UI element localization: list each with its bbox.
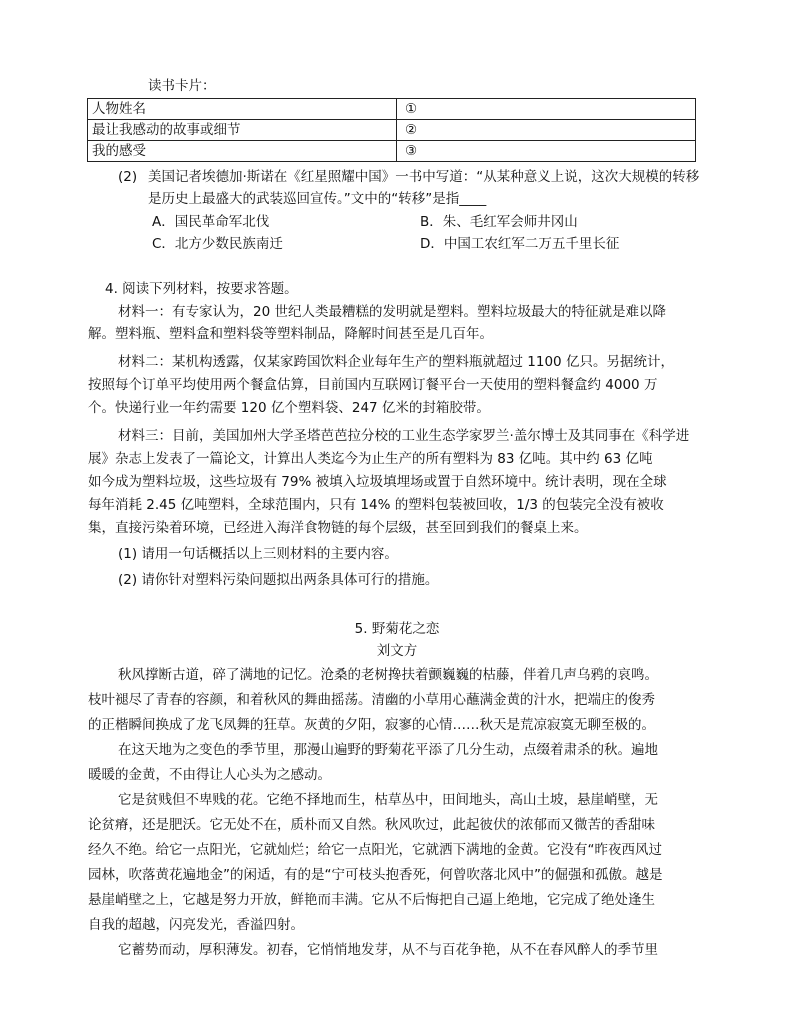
option-a: A．国民革命军北伐 (152, 214, 270, 230)
table-cell-field: 最让我感动的故事或细节 (88, 120, 397, 141)
paragraph-line: 园林，吹落黄花遍地金”的闲适，有的是“宁可枝头抱香死，何曾吹落北风中”的倔强和孤傲。越是 (88, 867, 663, 883)
paragraph-line: 在这天地为之变色的季节里，那漫山遍野的野菊花平添了几分生动，点缀着肃杀的秋。遍地 (118, 742, 658, 758)
table-row (88, 120, 696, 141)
paragraph-line: 秋风撑断古道，碎了满地的记忆。沧桑的老树搀扶着颤巍巍的枯藤，伴着几声乌鸦的哀鸣。 (118, 667, 658, 683)
reading-card-label: 读书卡片： (148, 78, 216, 94)
paragraph-line: 它蓄势而动，厚积薄发。初春，它悄悄地发芽，从不与百花争艳，从不在春风醉人的季节里 (118, 942, 658, 958)
paragraph-line: 暖暖的金黄，不由得让人心头为之感动。 (88, 767, 331, 783)
option-b: B．朱、毛红军会师井冈山 (420, 214, 578, 230)
material-line: 材料一：有专家认为，20 世纪人类最糟糕的发明就是塑料。塑料垃圾最大的特征就是难以降 (118, 304, 666, 320)
table-row (88, 141, 696, 162)
paragraph-line: 枝叶褪尽了青春的容颜，和着秋风的舞曲摇荡。清幽的小草用心蘸满金黄的汁水，把端庄的俊秀 (88, 692, 655, 708)
table-cell-field: 人物姓名 (88, 99, 397, 120)
table-cell-value: ③ (397, 141, 696, 162)
material-line: 材料三：目前，美国加州大学圣塔芭芭拉分校的工业生态学家罗兰·盖尔博士及其同事在《科学进 (118, 428, 690, 444)
material-line: 展》杂志上发表了一篇论文，计算出人类迄今为止生产的所有塑料为 83 亿吨。其中约 63 亿吨 (88, 451, 653, 467)
table-cell-value: ② (397, 120, 696, 141)
paragraph-line: 的正楷瞬间换成了龙飞凤舞的狂草。灰黄的夕阳，寂寥的心情……秋天是荒凉寂寞无聊至极的。 (88, 717, 655, 733)
material-line: 集，直接污染着环境，已经进入海洋食物链的每个层级，甚至回到我们的餐桌上来。 (88, 520, 588, 536)
question-number: (2) (118, 169, 138, 185)
paragraph-line: 悬崖峭壁之上，它越是努力开放，鲜艳而丰满。它从不后悔把自己逼上绝地，它完成了绝处逢生 (88, 892, 655, 908)
paragraph-line: 它是贫贱但不卑贱的花。它绝不择地而生，枯草丛中，田间地头，高山土坡，悬崖峭壁，无 (118, 792, 658, 808)
paragraph-line: 论贫瘠，还是肥沃。它无处不在，质朴而又自然。秋风吹过，此起彼伏的浓郁而又微苦的香甜味 (88, 817, 655, 833)
reading-card-table (87, 98, 696, 162)
material-line: 解。塑料瓶、塑料盒和塑料袋等塑料制品，降解时间甚至是几百年。 (88, 326, 493, 342)
table-cell-value: ① (397, 99, 696, 120)
article-author: 刘文方 (376, 643, 418, 659)
question-text-line: 美国记者埃德加·斯诺在《红星照耀中国》一书中写道：“从某种意义上说，这次大规模的转移 (148, 169, 700, 185)
table-row (88, 99, 696, 120)
article-title: 5. 野菊花之恋 (354, 621, 440, 637)
option-c: C．北方少数民族南迁 (152, 236, 283, 252)
paragraph-line: 自我的超越，闪亮发光，香溢四射。 (88, 917, 304, 933)
material-line: 如今成为塑料垃圾，这些垃圾有 79% 被填入垃圾填埋场或置于自然环境中。统计表明，现在全球 (88, 474, 667, 490)
sub-question: (1) 请用一句话概括以上三则材料的主要内容。 (118, 546, 398, 562)
material-line: 每年消耗 2.45 亿吨塑料，全球范围内，只有 14% 的塑料包装被回收，1/3 的包装完全没有被收 (88, 497, 664, 513)
question-heading: 4. 阅读下列材料，按要求答题。 (105, 281, 298, 297)
material-line: 材料二：某机构透露，仅某家跨国饮料企业每年生产的塑料瓶就超过 1100 亿只。另据统计， (118, 354, 674, 370)
paragraph-line: 经久不绝。给它一点阳光，它就灿烂；给它一点阳光，它就洒下满地的金黄。它没有“昨夜西风过 (88, 842, 662, 858)
table-cell-field: 我的感受 (88, 141, 397, 162)
material-line: 按照每个订单平均使用两个餐盒估算，目前国内互联网订餐平台一天使用的塑料餐盒约 4000 万 (88, 377, 658, 393)
option-d: D．中国工农红军二万五千里长征 (420, 236, 620, 252)
material-line: 个。快递行业一年约需要 120 亿个塑料袋、247 亿米的封箱胶带。 (88, 400, 490, 416)
sub-question: (2) 请你针对塑料污染问题拟出两条具体可行的措施。 (118, 572, 439, 588)
question-text-line: 是历史上最盛大的武装巡回宣传。”文中的“转移”是指____ (148, 191, 487, 207)
